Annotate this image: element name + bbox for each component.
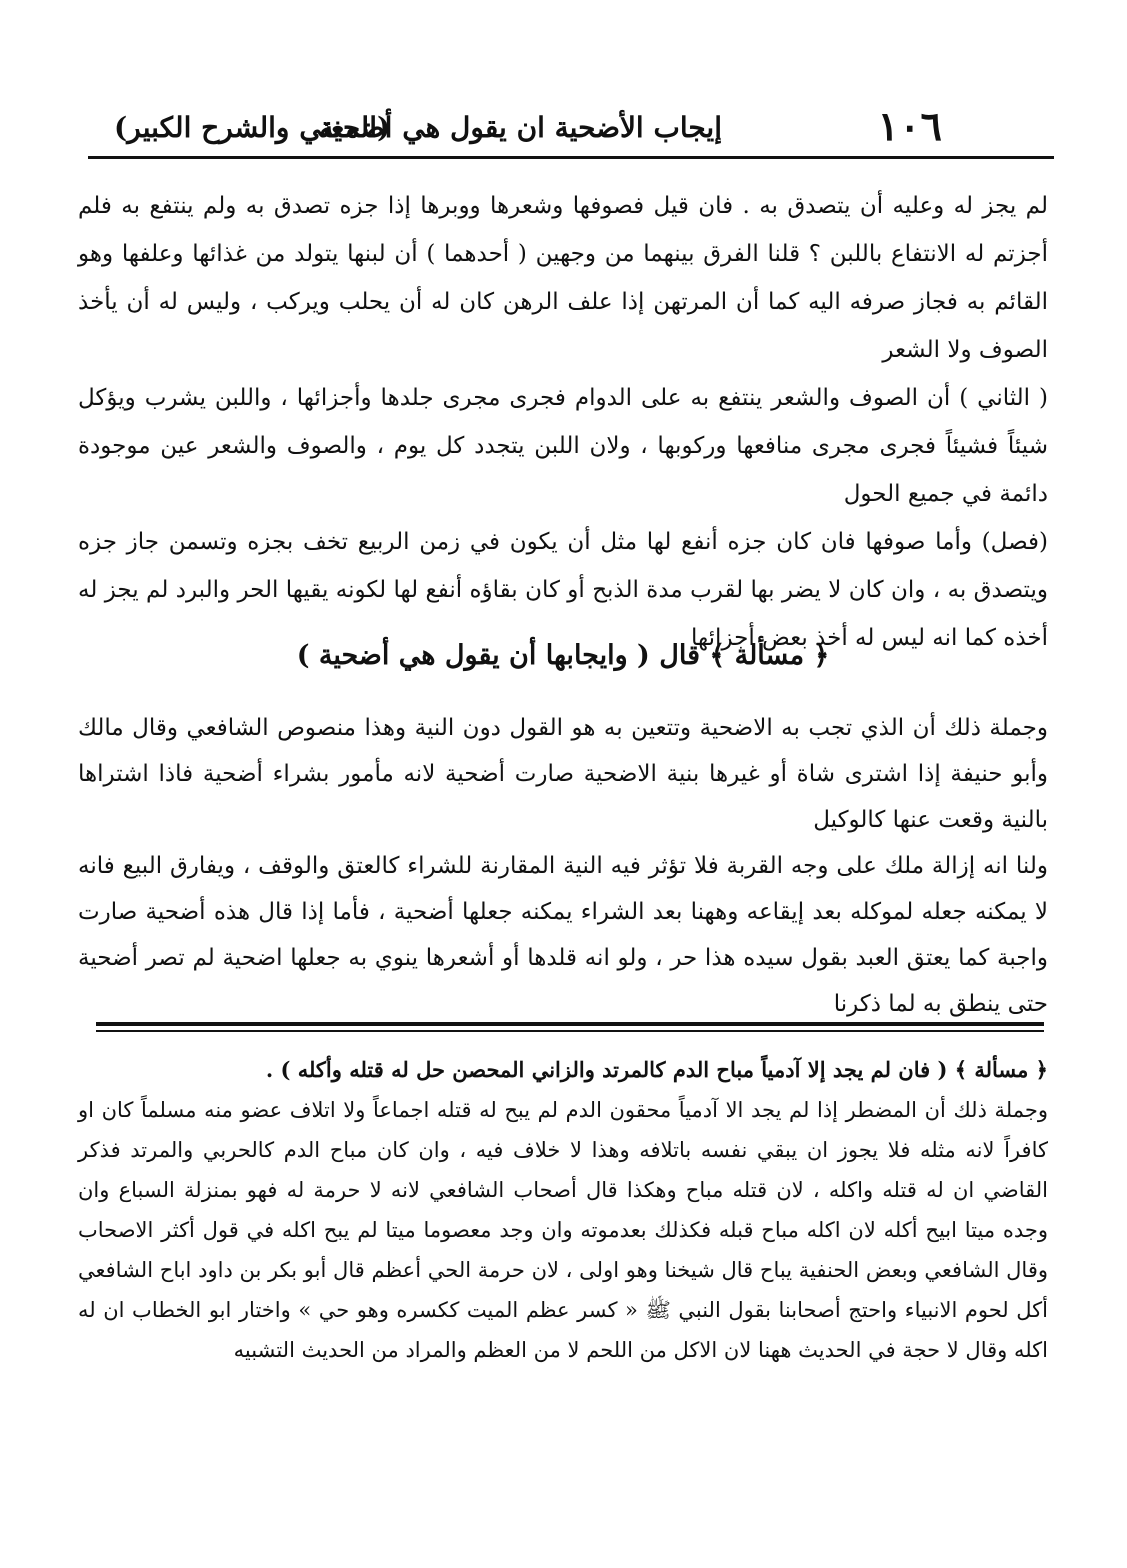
paragraph: (فصل) وأما صوفها فان كان جزه أنفع لها مثل أن يكون في زمن الربيع تخف بجزه وتسمن جاز جزه ويتصدق به ، وان كان لا يضر بها لقرب مدة الذبح أو كان بقاؤه أنفع لها لكونه يقيها الحر والبرد لم يجز له أخذه كما انه ليس له أخذ بعض أجزائها [78, 529, 1048, 651]
lower-text-block [78, 1050, 1048, 1370]
paragraph: ولنا انه إزالة ملك على وجه القربة فلا تؤثر فيه النية المقارنة للشراء كالعتق والوقف ، ويفارق البيع فانه لا يمكنه جعله لموكله بعد إيقاعه وههنا بعد الشراء يمكنه جعلها أضحية ، فأما إذا قال هذه أضحية صارت واجبة كما يعتق العبد بقول سيده هذا حر ، ولو انه قلدها أو أشعرها ينوي به جعلها اضحية لم تصر أضحية حتى ينطق به لما ذكرنا [78, 853, 1048, 1017]
paragraph: وجملة ذلك أن الذي تجب به الاضحية وتتعين به هو القول دون النية وهذا منصوص الشافعي وقال مالك وأبو حنيفة إذا اشترى شاة أو غيرها بنية الاضحية صارت أضحية لانه مأمور بشراء أضحية فاذا اشتراها بالنية وقعت عنها كالوكيل [78, 715, 1048, 833]
page-number: ١٠٦ [877, 103, 942, 150]
paragraph: ( الثاني ) أن الصوف والشعر ينتفع به على الدوام فجرى مجرى جلدها وأجزائها ، واللبن يشرب ويؤكل شيئاً فشيئاً فجرى مجرى منافعها وركوبها ، ولان اللبن يتجدد كل يوم ، والصوف والشعر عين موجودة دائمة في جميع الحول [78, 385, 1048, 507]
header-rule [88, 156, 1054, 159]
divider-thick-line [96, 1022, 1044, 1026]
mid-text-block [78, 705, 1048, 1027]
section-divider [96, 1022, 1044, 1034]
upper-text-block [78, 182, 1048, 662]
running-title: إيجاب الأضحية ان يقول هي أضحية [319, 111, 722, 144]
divider-thin-line [96, 1030, 1044, 1032]
paragraph: وجملة ذلك أن المضطر إذا لم يجد الا آدمياً محقون الدم لم يبح له قتله اجماعاً ولا اتلاف عضو منه مسلماً كان او كافراً لانه مثله فلا يجوز ان يبقي نفسه باتلافه وهذا لا خلاف فيه ، وان كان مباح الدم كالحربي والمرتد فذكر القاضي ان له قتله واكله ، لان قتله مباح وهكذا قال أصحاب الشافعي لانه لا حرمة له فهو بمنزلة السباع وان وجده ميتا ابيح أكله لان اكله مباح قبله فكذلك بعدموته وان وجد معصوما ميتا لم يبح اكله في قول أكثر الاصحاب وقال الشافعي وبعض الحنفية يباح قال شيخنا وهو اولى ، لان حرمة الحي أعظم قال أبو بكر بن داود اباح الشافعي أكل لحوم الانبياء واحتج أصحابنا بقول النبي ﷺ « كسر عظم الميت ككسره وهو حي » واختار ابو الخطاب ان له اكله وقال لا حجة في الحديث ههنا لان الاكل من اللحم لا من العظم والمراد من الحديث التشبيه [78, 1098, 1048, 1362]
page-header [92, 96, 1052, 158]
section-heading: ﴿ مسألة ﴾ قال ( وايجابها أن يقول هي أضحية ) [296, 640, 830, 671]
book-title: (المغني والشرح الكبير) [114, 111, 391, 144]
paragraph: لم يجز له وعليه أن يتصدق به . فان قيل فصوفها وشعرها ووبرها إذا جزه تصدق به ولم ينتفع به فلم أجزتم له الانتفاع باللبن ؟ قلنا الفرق بينهما من وجهين ( أحدهما ) أن لبنها يتولد من غذائها وعلفها وهو القائم به فجاز صرفه اليه كما أن المرتهن إذا علف الرهن كان له أن يحلب ويركب ، وليس له أن يأخذ الصوف ولا الشعر [78, 193, 1048, 363]
lower-lead-line: ﴿ مسألة ﴾ ( فان لم يجد إلا آدمياً مباح الدم كالمرتد والزاني المحصن حل له قتله وأكله ) . [265, 1057, 1048, 1082]
